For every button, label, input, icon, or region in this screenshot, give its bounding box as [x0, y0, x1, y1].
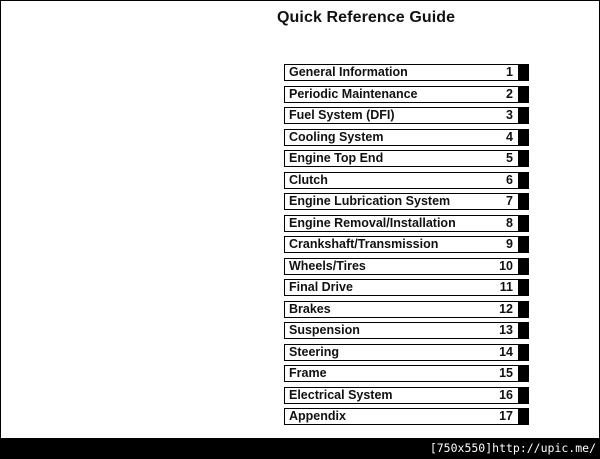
section-label: Cooling System [289, 129, 384, 144]
thumb-tab-marker [518, 301, 529, 318]
thumb-tab-marker [518, 387, 529, 404]
section-tab-wheels-tires[interactable] [284, 258, 529, 275]
thumb-tab-marker [518, 365, 529, 382]
section-label: Engine Top End [289, 151, 384, 165]
image-host-footer [0, 439, 600, 459]
section-tab-steering[interactable] [284, 344, 529, 361]
section-label: Final Drive [289, 280, 353, 294]
section-label: General Information [289, 65, 408, 79]
section-tab-general-information[interactable] [284, 64, 529, 81]
section-tab-clutch[interactable] [284, 172, 529, 189]
section-index [284, 64, 529, 430]
thumb-tab-marker [518, 236, 529, 253]
section-number: 8 [506, 215, 513, 230]
section-tab-crankshaft-transmission[interactable] [284, 236, 529, 253]
section-label: Appendix [289, 409, 346, 423]
thumb-tab-marker [518, 64, 529, 81]
section-label: Engine Removal/Installation [289, 215, 456, 230]
section-number: 17 [499, 409, 513, 423]
section-number: 6 [506, 172, 513, 187]
section-number: 4 [506, 129, 513, 144]
section-tab-brakes[interactable] [284, 301, 529, 318]
section-label: Wheels/Tires [289, 258, 366, 273]
section-tab-fuel-system[interactable] [284, 107, 529, 124]
thumb-tab-marker [518, 193, 529, 210]
section-label: Electrical System [289, 387, 393, 402]
thumb-tab-marker [518, 322, 529, 339]
section-tab-engine-removal-installation[interactable] [284, 215, 529, 232]
section-tab-cooling-system[interactable] [284, 129, 529, 146]
section-number: 9 [506, 237, 513, 251]
section-tab-frame[interactable] [284, 365, 529, 382]
section-label: Crankshaft/Transmission [289, 237, 439, 251]
thumb-tab-marker [518, 129, 529, 146]
section-tab-electrical-system[interactable] [284, 387, 529, 404]
section-label: Clutch [289, 172, 328, 187]
section-number: 1 [506, 65, 513, 79]
thumb-tab-marker [518, 86, 529, 103]
section-label: Suspension [289, 323, 360, 337]
section-number: 13 [499, 323, 513, 337]
thumb-tab-marker [518, 258, 529, 275]
thumb-tab-marker [518, 344, 529, 361]
section-tab-periodic-maintenance[interactable] [284, 86, 529, 103]
section-number: 5 [506, 151, 513, 165]
section-tab-final-drive[interactable] [284, 279, 529, 296]
section-number: 12 [499, 301, 513, 316]
section-number: 2 [506, 86, 513, 101]
section-number: 16 [499, 387, 513, 402]
section-number: 15 [499, 366, 513, 380]
section-label: Brakes [289, 301, 331, 316]
section-label: Fuel System (DFI) [289, 108, 395, 122]
section-number: 14 [499, 344, 513, 359]
thumb-tab-marker [518, 408, 529, 425]
thumb-tab-marker [518, 215, 529, 232]
section-number: 10 [499, 258, 513, 273]
section-label: Frame [289, 366, 327, 380]
section-tab-engine-top-end[interactable] [284, 150, 529, 167]
thumb-tab-marker [518, 107, 529, 124]
section-number: 3 [506, 108, 513, 122]
image-host-watermark[interactable]: [750x550]http://upic.me/ [429, 441, 596, 455]
section-label: Engine Lubrication System [289, 194, 451, 208]
section-tab-engine-lubrication-system[interactable] [284, 193, 529, 210]
thumb-tab-marker [518, 150, 529, 167]
thumb-tab-marker [518, 172, 529, 189]
section-number: 7 [506, 194, 513, 208]
section-label: Steering [289, 344, 340, 359]
page-title: Quick Reference Guide [277, 9, 456, 26]
section-number: 11 [499, 280, 513, 294]
section-label: Periodic Maintenance [289, 86, 418, 101]
section-tab-suspension[interactable] [284, 322, 529, 339]
thumb-tab-marker [518, 279, 529, 296]
section-tab-appendix[interactable] [284, 408, 529, 425]
